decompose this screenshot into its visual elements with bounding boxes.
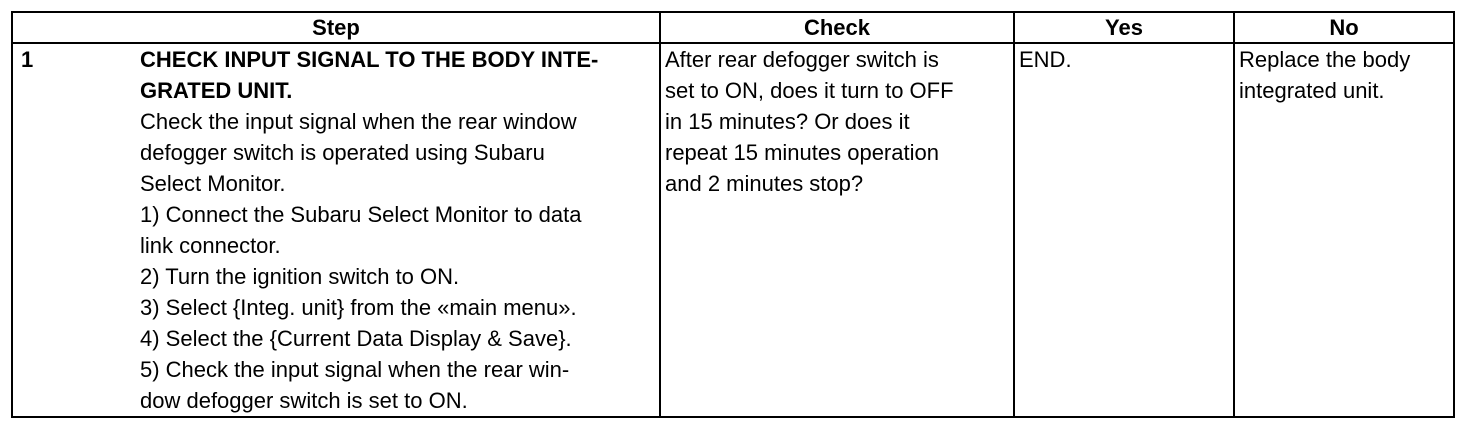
diagnosis-table	[11, 11, 1455, 418]
header-step: Step	[12, 12, 660, 43]
no-text-line: integrated unit.	[1239, 78, 1385, 103]
step-text-line: link connector.	[140, 233, 281, 258]
step-cell	[12, 43, 660, 417]
yes-cell	[1014, 43, 1234, 417]
step-text-line: Select Monitor.	[140, 171, 286, 196]
header-check: Check	[660, 12, 1014, 43]
step-title	[140, 44, 655, 106]
step-instructions	[140, 106, 655, 416]
check-text-line: in 15 minutes? Or does it	[665, 109, 910, 134]
step-text-line: 4) Select the {Current Data Display & Save}.	[140, 326, 572, 351]
no-text-line: Replace the body	[1239, 47, 1411, 72]
table-row	[12, 43, 1454, 417]
step-text-line: 5) Check the input signal when the rear win-	[140, 357, 570, 382]
check-text-line: repeat 15 minutes operation	[665, 140, 939, 165]
check-cell	[660, 43, 1014, 417]
step-text-line: defogger switch is operated using Subaru	[140, 140, 545, 165]
step-text-line: Check the input signal when the rear window	[140, 109, 577, 134]
check-text-line: and 2 minutes stop?	[665, 171, 864, 196]
yes-text-line: END.	[1019, 47, 1072, 72]
header-row	[12, 12, 1454, 43]
header-no: No	[1234, 12, 1454, 43]
step-text-line: 1) Connect the Subaru Select Monitor to data	[140, 202, 582, 227]
header-yes: Yes	[1014, 12, 1234, 43]
step-text-line: dow defogger switch is set to ON.	[140, 388, 468, 413]
step-title-line: GRATED UNIT.	[140, 78, 293, 103]
check-text-line: After rear defogger switch is	[665, 47, 939, 72]
step-number: 1	[21, 47, 34, 72]
step-text-line: 3) Select {Integ. unit} from the «main menu».	[140, 295, 577, 320]
no-cell	[1234, 43, 1454, 417]
check-text-line: set to ON, does it turn to OFF	[665, 78, 954, 103]
step-title-line: CHECK INPUT SIGNAL TO THE BODY INTE-	[140, 47, 599, 72]
step-text-line: 2) Turn the ignition switch to ON.	[140, 264, 460, 289]
